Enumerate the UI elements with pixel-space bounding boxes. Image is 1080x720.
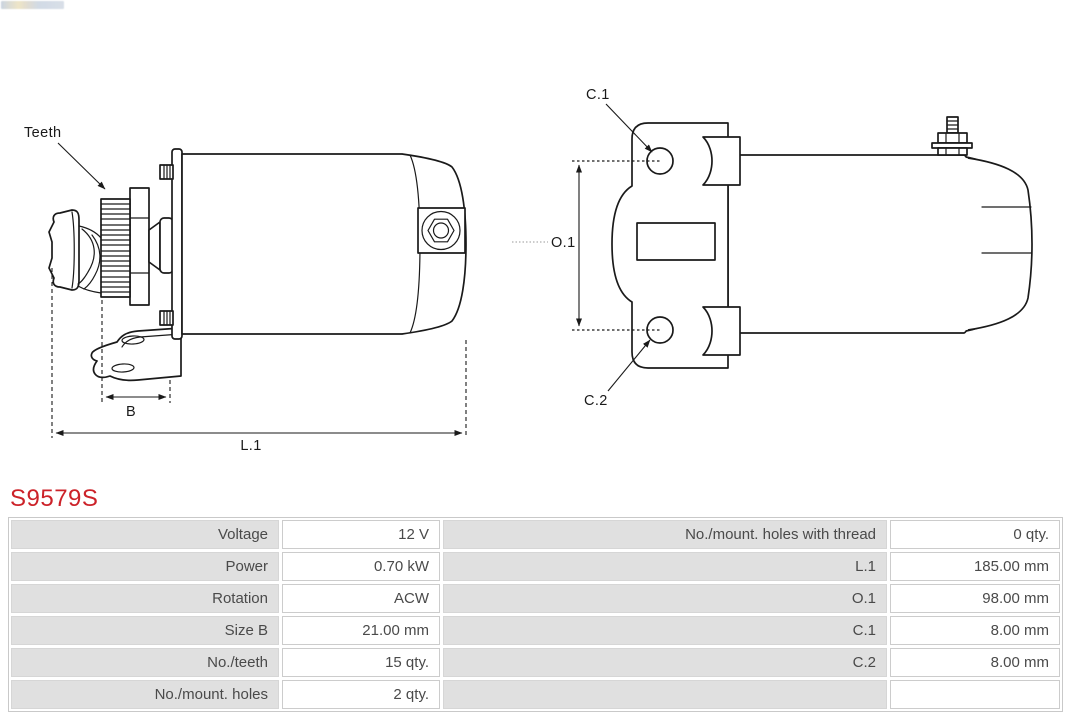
c2-dimension-label: C.2 bbox=[584, 393, 608, 409]
o1-dimension-label: O.1 bbox=[551, 235, 576, 251]
spec-label-cell: No./teeth bbox=[11, 648, 279, 677]
spec-value-cell bbox=[890, 680, 1060, 709]
spec-label-cell: Power bbox=[11, 552, 279, 581]
spec-table bbox=[8, 517, 1063, 712]
starter-front-view bbox=[512, 87, 1032, 409]
product-code: S9579S bbox=[10, 485, 99, 512]
spec-value-cell: 2 qty. bbox=[282, 680, 440, 709]
spec-value-cell: 185.00 mm bbox=[890, 552, 1060, 581]
spec-value-cell: 0 qty. bbox=[890, 520, 1060, 549]
l1-dimension-label: L.1 bbox=[240, 438, 262, 454]
spec-label-cell: No./mount. holes with thread bbox=[443, 520, 887, 549]
spec-value-cell: 21.00 mm bbox=[282, 616, 440, 645]
spec-value-cell: 8.00 mm bbox=[890, 648, 1060, 677]
spec-value-cell: 0.70 kW bbox=[282, 552, 440, 581]
spec-label-cell: Rotation bbox=[11, 584, 279, 613]
spec-label-cell: O.1 bbox=[443, 584, 887, 613]
spec-label-cell: L.1 bbox=[443, 552, 887, 581]
teeth-label: Teeth bbox=[24, 125, 62, 141]
spec-value-cell: 15 qty. bbox=[282, 648, 440, 677]
spec-value-cell: 12 V bbox=[282, 520, 440, 549]
spec-label-cell: C.1 bbox=[443, 616, 887, 645]
spec-label-cell: Voltage bbox=[11, 520, 279, 549]
spec-value-cell: ACW bbox=[282, 584, 440, 613]
c1-dimension-label: C.1 bbox=[586, 87, 610, 103]
spec-label-cell bbox=[443, 680, 887, 709]
spec-value-cell: 8.00 mm bbox=[890, 616, 1060, 645]
b-dimension-label: B bbox=[125, 404, 137, 420]
spec-value-cell: 98.00 mm bbox=[890, 584, 1060, 613]
spec-label-cell: Size B bbox=[11, 616, 279, 645]
spec-label-cell: C.2 bbox=[443, 648, 887, 677]
starter-side-view bbox=[24, 125, 466, 454]
spec-label-cell: No./mount. holes bbox=[11, 680, 279, 709]
